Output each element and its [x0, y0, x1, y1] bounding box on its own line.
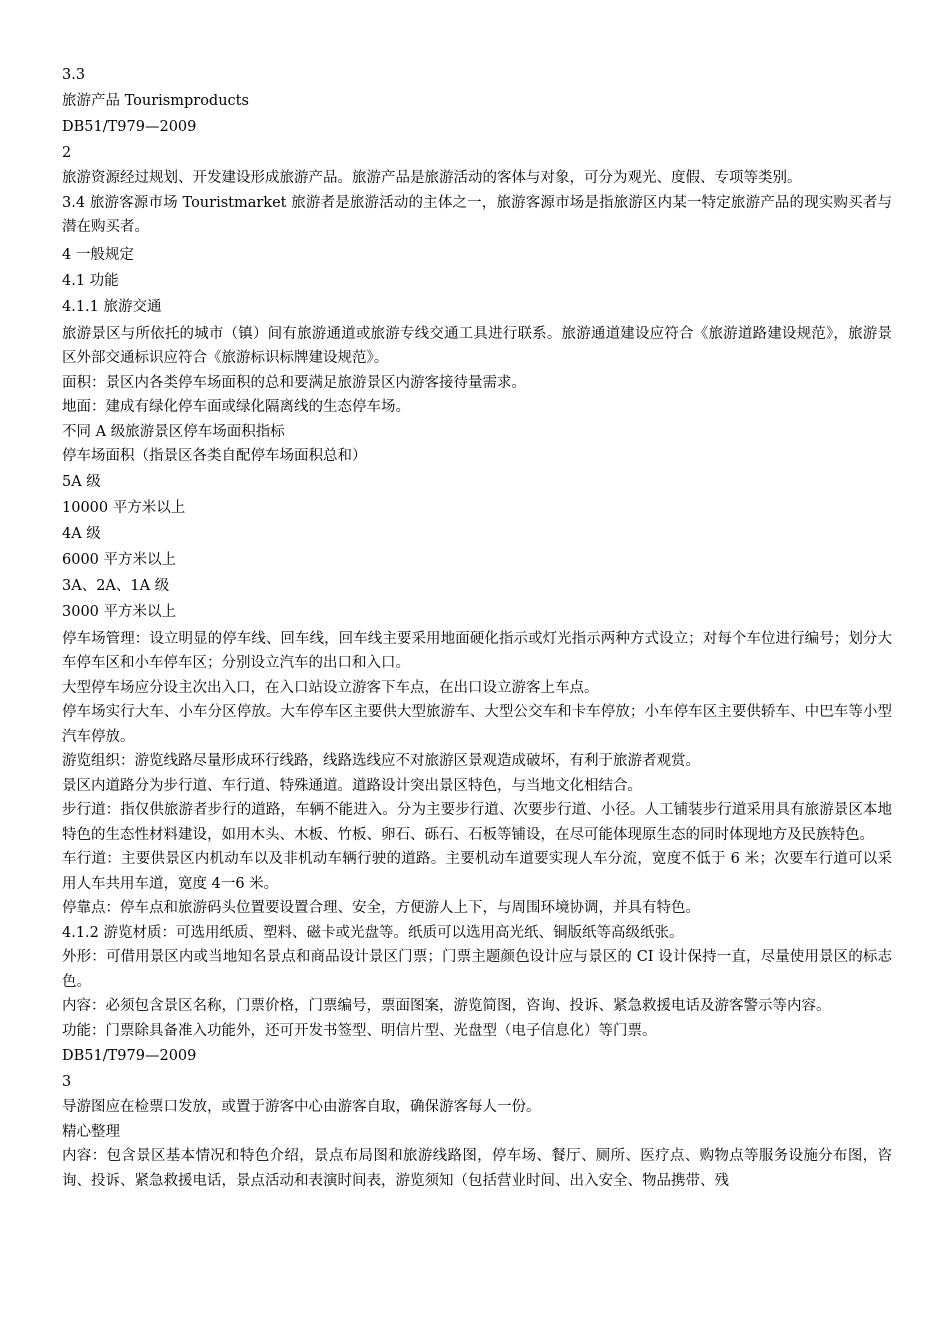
paragraph: 功能：门票除具备准入功能外，还可开发书签型、明信片型、光盘型（电子信息化）等门票。	[62, 1022, 657, 1039]
paragraph: 大型停车场应分设主次出入口，在入口站设立游客下车点，在出口设立游客上车点。	[62, 679, 599, 696]
document-page	[62, 62, 892, 1193]
table-header: 停车场面积（指景区各类自配停车场面积总和）	[62, 448, 367, 464]
paragraph: 停车场管理：设立明显的停车线、回车线，回车线主要采用地面硬化指示或灯光指示两种方式设立；对每个车位进行编号；划分大车停车区和小车停车区；分别设立汽车的出口和入口。	[62, 630, 892, 671]
paragraph: 3.4 旅游客源市场 Touristmarket 旅游者是旅游活动的主体之一，旅游客源市场是指旅游区内某一特定旅游产品的现实购买者与潜在购买者。	[62, 194, 892, 235]
page-number: 3	[62, 1074, 72, 1090]
paragraph: 面积：景区内各类停车场面积的总和要满足旅游景区内游客接待量需求。	[62, 374, 526, 391]
paragraph: 车行道：主要供景区内机动车以及非机动车辆行驶的道路。主要机动车道要实现人车分流，宽度不低于 6 米；次要车行道可以采用人车共用车道，宽度 4一6 米。	[62, 851, 892, 892]
table-cell: 3A、2A、1A 级	[62, 577, 170, 594]
subsection-heading: 4.1.1 旅游交通	[62, 298, 162, 315]
paragraph: 景区内道路分为步行道、车行道、特殊通道。道路设计突出景区特色，与当地文化相结合。	[62, 777, 642, 794]
paragraph: 地面：建成有绿化停车面或绿化隔离线的生态停车场。	[62, 399, 410, 415]
table-cell: 3000 平方米以上	[62, 603, 177, 620]
paragraph: 4.1.2 游览材质：可选用纸质、塑料、磁卡或光盘等。纸质可以选用高光纸、铜版纸等高级纸张。	[62, 924, 684, 941]
paragraph: 游览组织：游览线路尽量形成环行线路，线路选线应不对旅游区景观造成破坏，有利于旅游者观赏。	[62, 753, 700, 769]
section-number: 3.3	[62, 67, 86, 83]
paragraph: 步行道：指仅供旅游者步行的道路，车辆不能进入。分为主要步行道、次要步行道、小径。人工铺装步行道采用具有旅游景区本地特色的生态性材料建设，如用木头、木板、竹板、卵石、砾石、石板等铺设，在尽可能体现原生态的同时体现地方及民族特色。	[62, 802, 892, 843]
paragraph: 停车场实行大车、小车分区停放。大车停车区主要供大型旅游车、大型公交车和卡车停放；小车停车区主要供轿车、中巴车等小型汽车停放。	[62, 704, 892, 745]
subsection-heading: 4.1 功能	[62, 272, 119, 289]
paragraph: 外形：可借用景区内或当地知名景点和商品设计景区门票；门票主题颜色设计应与景区的 CI 设计保持一直，尽量使用景区的标志色。	[62, 949, 892, 990]
table-title: 不同 A 级旅游景区停车场面积指标	[62, 423, 285, 440]
paragraph: 内容：包含景区基本情况和特色介绍，景点布局图和旅游线路图，停车场、餐厅、厕所、医疗点、购物点等服务设施分布图，咨询、投诉、紧急救援电话，景点活动和表演时间表，游览须知（包括营业时间、出入安全、物品携带、残	[62, 1148, 892, 1189]
table-cell: 5A 级	[62, 473, 101, 490]
table-cell: 10000 平方米以上	[62, 499, 186, 516]
page-header-code: DB51/T979—2009	[62, 119, 197, 135]
section-heading: 4 一般规定	[62, 246, 134, 263]
paragraph: 内容：必须包含景区名称，门票价格，门票编号，票面图案，游览简图，咨询、投诉、紧急救援电话及游客警示等内容。	[62, 998, 831, 1014]
paragraph: 旅游资源经过规划、开发建设形成旅游产品。旅游产品是旅游活动的客体与对象，可分为观光、度假、专项等类别。	[62, 170, 802, 186]
table-cell: 4A 级	[62, 525, 101, 542]
watermark-text: 精心整理	[62, 1123, 120, 1140]
paragraph: 导游图应在检票口发放，或置于游客中心由游客自取，确保游客每人一份。	[62, 1099, 541, 1115]
paragraph: 停靠点：停车点和旅游码头位置要设置合理、安全，方便游人上下，与周围环境协调，并具有特色。	[62, 900, 700, 916]
table-cell: 6000 平方米以上	[62, 551, 177, 568]
term-heading: 旅游产品 Tourismproducts	[62, 93, 249, 109]
paragraph: 旅游景区与所依托的城市（镇）间有旅游通道或旅游专线交通工具进行联系。旅游通道建设应符合《旅游道路建设规范》，旅游景区外部交通标识应符合《旅游标识标牌建设规范》。	[62, 325, 892, 366]
page-header-code: DB51/T979—2009	[62, 1048, 197, 1064]
page-number: 2	[62, 145, 72, 161]
